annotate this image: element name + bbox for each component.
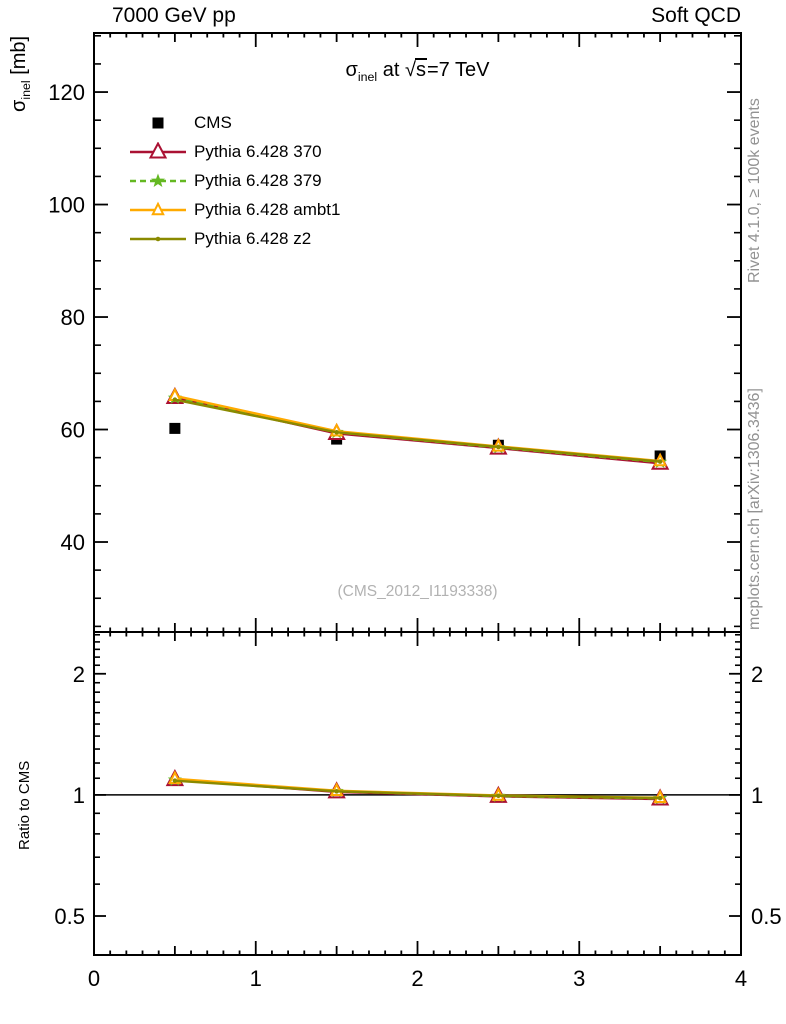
ratio-y-axis-label: Ratio to CMS [16,760,33,850]
svg-text:1: 1 [249,966,262,991]
svg-text:100: 100 [48,192,85,218]
svg-text:0.5: 0.5 [54,904,85,930]
svg-text:40: 40 [60,530,85,556]
svg-text:1: 1 [72,782,85,808]
svg-text:2: 2 [751,661,764,687]
svg-text:120: 120 [48,80,85,106]
svg-text:80: 80 [60,305,85,331]
header-beam-energy: 7000 GeV pp [112,4,236,27]
triangle-line-marker-icon [128,142,188,162]
svg-text:1: 1 [751,782,764,808]
svg-text:0.5: 0.5 [751,904,782,930]
legend-item-pythia-379: Pythia 6.428 379 [128,166,340,195]
mcplots-credit-note: mcplots.cern.ch [arXiv:1306.3436] [746,388,763,630]
legend-item-pythia-z2: Pythia 6.428 z2 [128,224,340,253]
orange-triangle-line-marker-icon [128,200,188,220]
legend-item-pythia-370: Pythia 6.428 370 [128,137,340,166]
svg-text:4: 4 [734,966,748,991]
cms-data-marker-icon [128,113,188,133]
svg-text:60: 60 [60,417,85,443]
analysis-id-watermark: (CMS_2012_I1193338) [337,583,498,600]
legend-item-pythia-ambt1: Pythia 6.428 ambt1 [128,195,340,224]
olive-dot-line-marker-icon [128,229,188,249]
plot-title: $\sigma_{inel}$ at √s=7 TeV [345,59,490,84]
rivet-version-note: Rivet 4.1.0, ≥ 100k events [746,98,763,283]
sqrt-radical: √ [404,59,416,81]
main-y-axis-label: $\sigma_{inel}$ [mb] [8,35,33,112]
svg-text:2: 2 [411,966,424,991]
legend-item-cms: CMS [128,108,340,137]
header-process-group: Soft QCD [651,4,741,27]
svg-text:2: 2 [72,661,85,687]
svg-text:0: 0 [87,966,101,991]
star-dashed-line-marker-icon [128,171,188,191]
legend [128,108,340,253]
svg-text:3: 3 [573,966,586,991]
